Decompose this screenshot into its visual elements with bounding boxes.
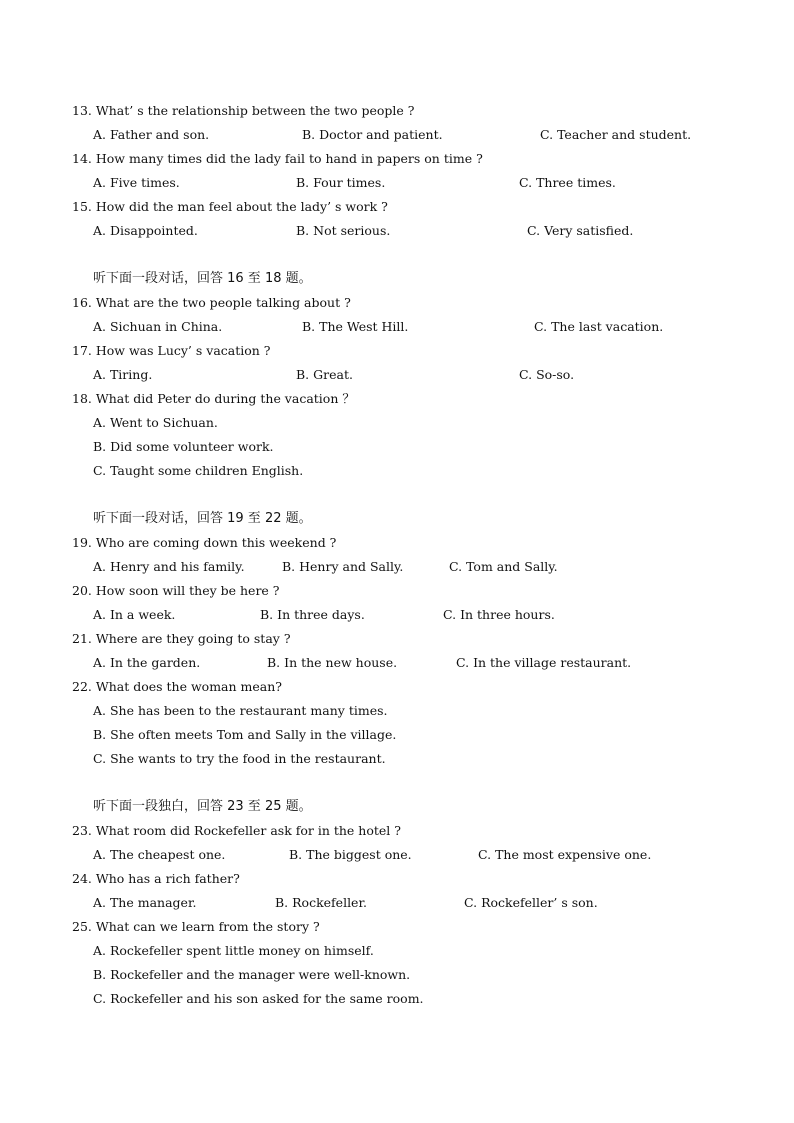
option-24-a: A. The manager. (93, 895, 197, 910)
question-18 (72, 391, 355, 407)
question-text: How soon will they be here ? (95, 583, 280, 598)
question-text: Who has a rich father? (95, 871, 240, 886)
option-19-b: B. Henry and Sally. (282, 559, 404, 574)
question-text: Where are they going to stay ? (95, 631, 291, 646)
option-13-b: B. Doctor and patient. (302, 127, 443, 142)
option-13-a: A. Father and son. (93, 127, 210, 142)
section-header: 听下面一段对话，回答 19 至 22 题。 (93, 511, 312, 526)
option-22-b: B. She often meets Tom and Sally in the village. (93, 727, 397, 742)
option-22-a: A. She has been to the restaurant many times. (93, 703, 388, 718)
question-number: 18. (72, 391, 92, 406)
question-20 (72, 583, 280, 599)
option-21-b: B. In the new house. (267, 655, 398, 670)
question-25 (72, 919, 320, 935)
option-23-c: C. The most expensive one. (478, 847, 652, 862)
section-header: 听下面一段独白，回答 23 至 25 题。 (93, 799, 312, 814)
option-25-c: C. Rockefeller and his son asked for the same room. (93, 991, 424, 1006)
option-22-c: C. She wants to try the food in the restaurant. (93, 751, 386, 766)
question-text: What are the two people talking about ? (95, 295, 351, 310)
question-16 (72, 295, 351, 311)
question-text: What can we learn from the story ? (95, 919, 320, 934)
question-number: 19. (72, 535, 92, 550)
question-number: 20. (72, 583, 92, 598)
option-14-c: C. Three times. (519, 175, 616, 190)
question-text: What did Peter do during the vacation ？ (95, 391, 355, 406)
question-text: How was Lucy’ s vacation ? (95, 343, 271, 358)
option-14-b: B. Four times. (296, 175, 386, 190)
option-21-a: A. In the garden. (93, 655, 201, 670)
question-21 (72, 631, 291, 647)
option-24-b: B. Rockefeller. (275, 895, 368, 910)
question-number: 25. (72, 919, 92, 934)
question-number: 16. (72, 295, 92, 310)
option-25-a: A. Rockefeller spent little money on himself. (93, 943, 374, 958)
question-22 (72, 679, 282, 695)
question-14 (72, 151, 483, 167)
option-20-a: A. In a week. (93, 607, 176, 622)
option-15-c: C. Very satisfied. (527, 223, 634, 238)
option-20-c: C. In three hours. (443, 607, 555, 622)
question-15 (72, 199, 388, 215)
option-21-c: C. In the village restaurant. (456, 655, 632, 670)
question-text: What does the woman mean? (95, 679, 282, 694)
option-23-b: B. The biggest one. (289, 847, 412, 862)
option-17-c: C. So-so. (519, 367, 575, 382)
option-19-a: A. Henry and his family. (93, 559, 245, 574)
question-number: 23. (72, 823, 92, 838)
question-text: How did the man feel about the lady’ s work ? (95, 199, 388, 214)
question-number: 24. (72, 871, 92, 886)
option-17-b: B. Great. (296, 367, 353, 382)
option-16-a: A. Sichuan in China. (93, 319, 223, 334)
question-17 (72, 343, 271, 359)
section-header: 听下面一段对话，回答 16 至 18 题。 (93, 271, 312, 286)
option-14-a: A. Five times. (93, 175, 180, 190)
question-24 (72, 871, 240, 887)
question-13 (72, 103, 415, 119)
option-20-b: B. In three days. (260, 607, 365, 622)
option-19-c: C. Tom and Sally. (449, 559, 558, 574)
option-25-b: B. Rockefeller and the manager were well-known. (93, 967, 411, 982)
question-number: 15. (72, 199, 92, 214)
option-17-a: A. Tiring. (93, 367, 153, 382)
option-24-c: C. Rockefeller’ s son. (464, 895, 598, 910)
question-number: 17. (72, 343, 92, 358)
question-number: 14. (72, 151, 92, 166)
question-19 (72, 535, 336, 551)
option-13-c: C. Teacher and student. (540, 127, 692, 142)
option-18-b: B. Did some volunteer work. (93, 439, 274, 454)
option-23-a: A. The cheapest one. (93, 847, 226, 862)
option-18-c: C. Taught some children English. (93, 463, 304, 478)
question-number: 22. (72, 679, 92, 694)
question-text: How many times did the lady fail to hand in papers on time ? (95, 151, 483, 166)
option-15-a: A. Disappointed. (93, 223, 198, 238)
question-23 (72, 823, 401, 839)
question-text: What’ s the relationship between the two people ? (95, 103, 415, 118)
question-text: Who are coming down this weekend ? (95, 535, 337, 550)
option-15-b: B. Not serious. (296, 223, 391, 238)
option-16-b: B. The West Hill. (302, 319, 409, 334)
question-number: 13. (72, 103, 92, 118)
question-number: 21. (72, 631, 92, 646)
option-18-a: A. Went to Sichuan. (93, 415, 218, 430)
question-text: What room did Rockefeller ask for in the hotel ? (95, 823, 401, 838)
option-16-c: C. The last vacation. (534, 319, 664, 334)
